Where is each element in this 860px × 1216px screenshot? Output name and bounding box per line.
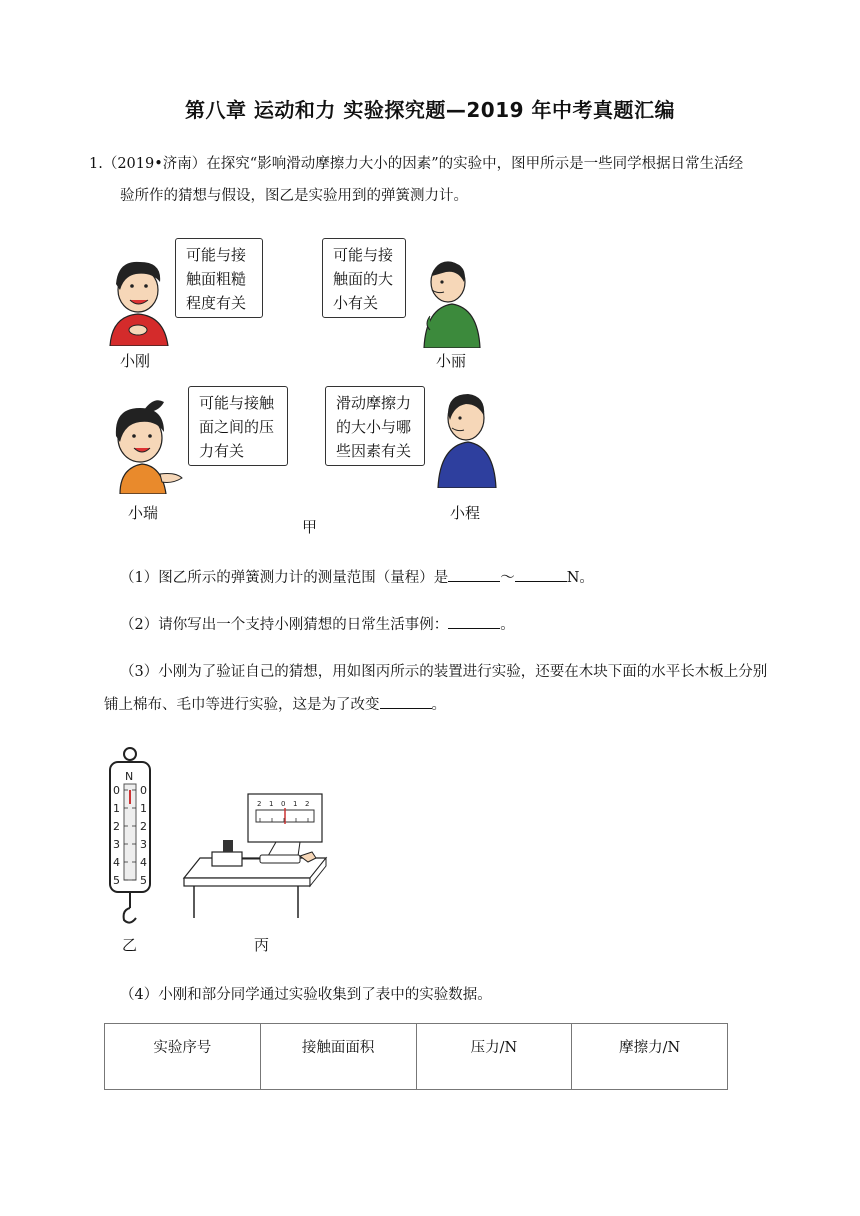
question-1-line-2: 验所作的猜想与假设，图乙是实验用到的弹簧测力计。 (120, 188, 468, 204)
speech-line: 可能与接 (333, 246, 394, 264)
column-header-pressure: 压力/N (416, 1024, 572, 1090)
column-header-contact-area: 接触面面积 (260, 1024, 416, 1090)
figure-jia (100, 228, 500, 538)
zoom-tick-label: 1 (269, 800, 274, 808)
character-name-xiaogang: 小刚 (120, 352, 151, 370)
figure-yi-spring-scale (100, 744, 160, 934)
experiment-data-table (104, 1023, 728, 1090)
sentence-end: 。 (431, 697, 446, 713)
scale-tick-label: 4 (113, 856, 120, 869)
speech-bubble-xiaogang (175, 238, 263, 318)
speech-line: 触面粗糙 (186, 270, 247, 288)
zoom-tick-label: 2 (305, 800, 310, 808)
scale-tick-label: 3 (113, 838, 120, 851)
answer-blank-change[interactable] (380, 694, 432, 709)
zoom-tick-label: 1 (293, 800, 298, 808)
figure-jia-label: 甲 (302, 518, 318, 536)
unit-suffix: N。 (566, 570, 594, 586)
answer-blank-min[interactable] (448, 567, 500, 582)
scale-tick-label: 4 (140, 856, 147, 869)
column-header-trial-number: 实验序号 (105, 1024, 261, 1090)
range-separator: ～ (500, 570, 515, 586)
character-xiaocheng-illustration (430, 388, 498, 488)
sentence-end: 。 (500, 617, 515, 633)
sub-question-2 (120, 614, 800, 635)
speech-line: 些因素有关 (336, 442, 412, 460)
page-title: 第八章 运动和力 实验探究题—2019 年中考真题汇编 (184, 98, 676, 122)
scale-tick-label: 1 (113, 802, 120, 815)
speech-bubble-xiaoli (322, 238, 406, 318)
speech-line: 程度有关 (186, 294, 247, 312)
scale-tick-label: 3 (140, 838, 147, 851)
speech-line: 力有关 (199, 442, 245, 460)
character-name-xiaorui: 小瑞 (128, 504, 159, 522)
character-xiaogang-illustration (106, 250, 172, 346)
answer-blank-max[interactable] (515, 567, 567, 582)
scale-tick-label: 2 (113, 820, 120, 833)
sub-question-4: （4）小刚和部分同学通过实验收集到了表中的实验数据。 (120, 987, 492, 1003)
character-name-xiaoli: 小丽 (436, 352, 467, 370)
speech-line: 可能与接触 (199, 394, 275, 412)
character-xiaoli-illustration (418, 258, 484, 348)
scale-tick-label: 5 (113, 874, 120, 887)
sub-question-3-line-2 (104, 694, 804, 715)
zoom-tick-label: 2 (257, 800, 262, 808)
question-1-line-1: 1.（2019•济南）在探究“影响滑动摩擦力大小的因素”的实验中，图甲所示是一些同学根据日常生活经 (89, 156, 744, 172)
speech-bubble-xiaorui (188, 386, 288, 466)
answer-blank-example[interactable] (448, 614, 500, 629)
speech-line: 滑动摩擦力 (336, 394, 412, 412)
sub-question-3-text: 铺上棉布、毛巾等进行实验，这是为了改变 (104, 697, 380, 713)
sub-question-1-text: （1）图乙所示的弹簧测力计的测量范围（量程）是 (120, 570, 449, 586)
scale-tick-label: 2 (140, 820, 147, 833)
scale-unit-label: N (125, 770, 134, 783)
figure-yi-label: 乙 (122, 936, 138, 954)
scale-tick-label: 5 (140, 874, 147, 887)
speech-line: 可能与接 (186, 246, 247, 264)
speech-line: 的大小与哪 (336, 418, 412, 436)
sub-question-2-text: （2）请你写出一个支持小刚猜想的日常生活事例： (120, 617, 449, 633)
sub-question-3-line-1: （3）小刚为了验证自己的猜想，用如图丙所示的装置进行实验，还要在木块下面的水平长木板上分别 (120, 664, 768, 680)
figure-bing-label: 丙 (254, 936, 270, 954)
column-header-friction: 摩擦力/N (572, 1024, 728, 1090)
sub-question-1 (120, 567, 800, 588)
figure-bing-apparatus (180, 790, 330, 920)
table-header-row (105, 1024, 728, 1090)
speech-line: 面之间的压 (199, 418, 275, 436)
scale-tick-label: 1 (140, 802, 147, 815)
character-name-xiaocheng: 小程 (450, 504, 481, 522)
scale-tick-label: 0 (113, 784, 120, 797)
speech-line: 触面的大 (333, 270, 394, 288)
character-xiaorui-illustration (106, 394, 186, 494)
zoom-tick-label: 0 (281, 800, 286, 808)
scale-tick-label: 0 (140, 784, 147, 797)
speech-line: 小有关 (333, 294, 379, 312)
speech-bubble-xiaocheng (325, 386, 425, 466)
